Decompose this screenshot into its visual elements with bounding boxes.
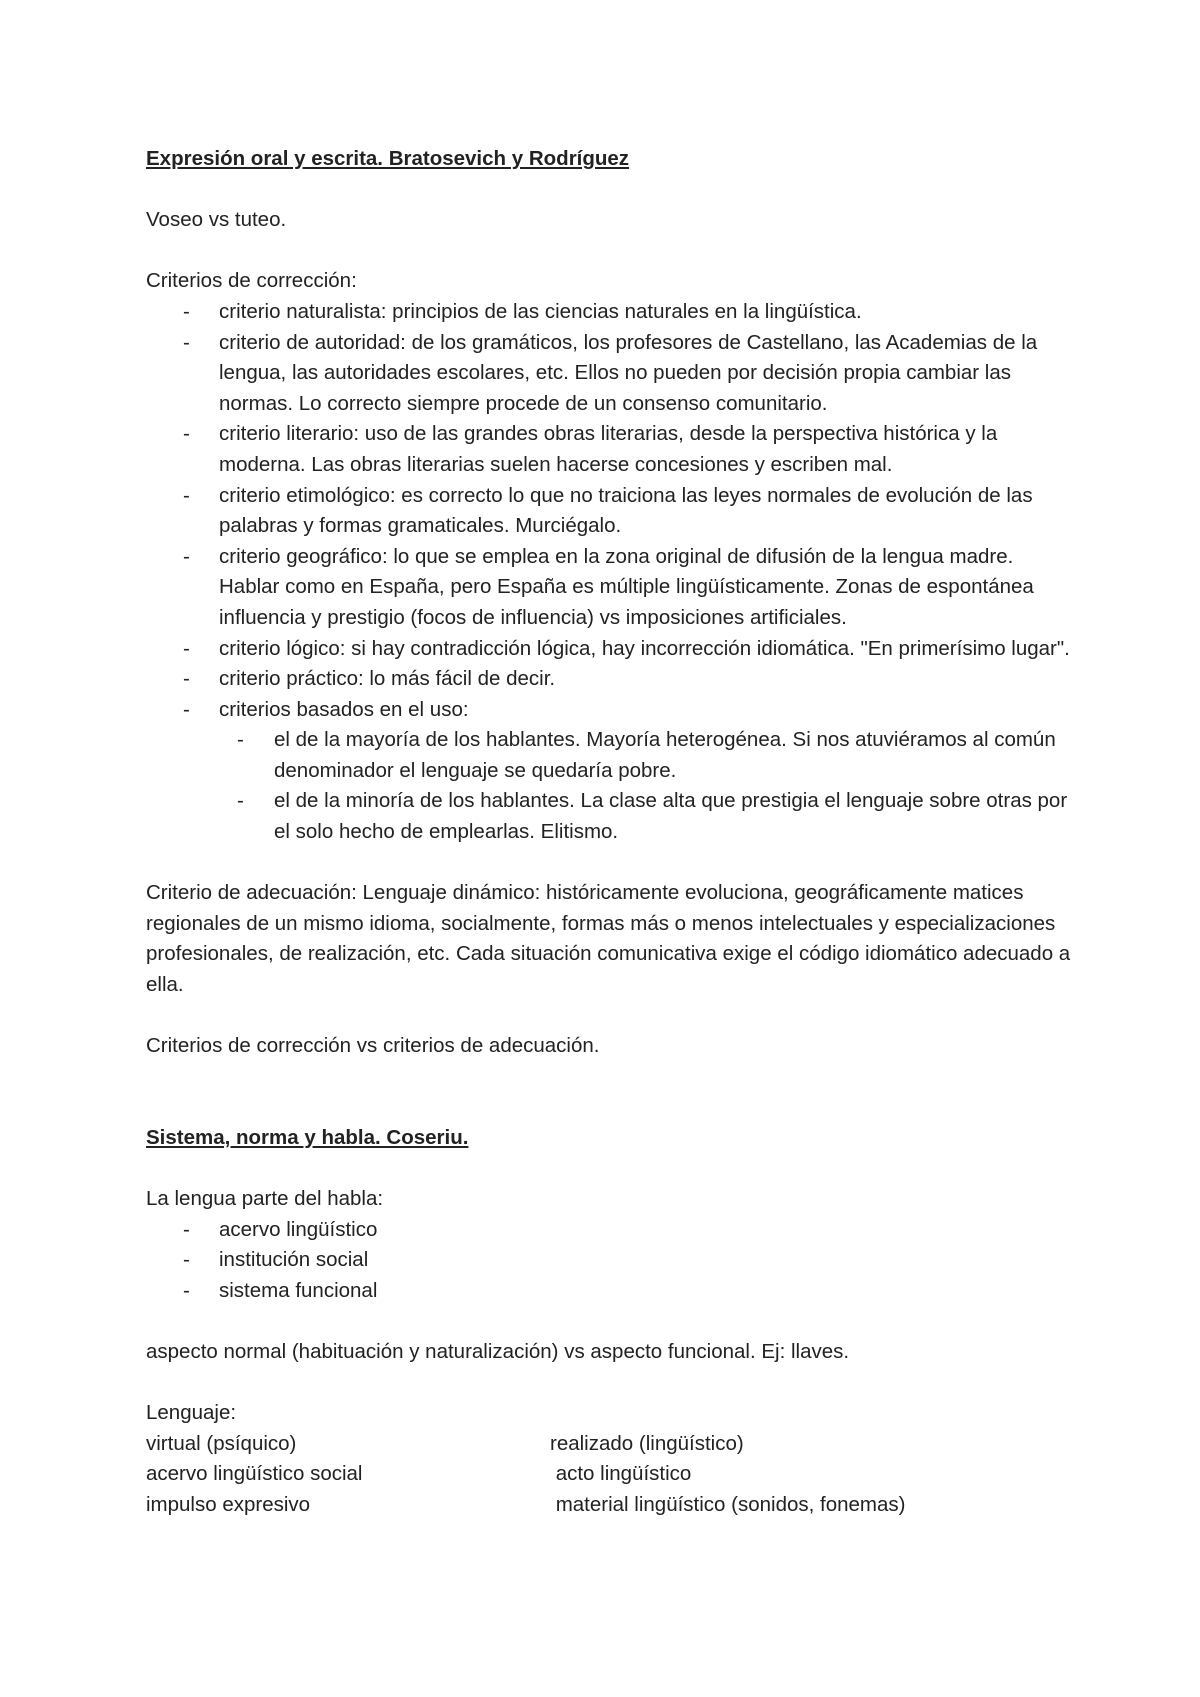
list-item: - criterio práctico: lo más fácil de decir. [146, 664, 1076, 695]
list-item: - institución social [146, 1245, 1076, 1276]
usage-sublist [219, 725, 1076, 847]
pair-right: material lingüístico (sonidos, fonemas) [550, 1492, 906, 1516]
list-item: - criterio literario: uso de las grandes obras literarias, desde la perspectiva histórica y la moderna. Las obras literarias suelen hacerse concesiones y escriben mal. [146, 419, 1076, 480]
voseo-line: Voseo vs tuteo. [146, 208, 287, 232]
aspect-line: aspecto normal (habituación y naturalización) vs aspecto funcional. Ej: llaves. [146, 1339, 850, 1363]
language-pair-row [146, 1490, 1076, 1521]
pair-left: virtual (psíquico) [146, 1431, 297, 1455]
comparison-line: Criterios de corrección vs criterios de adecuación. [146, 1034, 600, 1058]
list-item: - criterio naturalista: principios de las ciencias naturales en la lingüística. [146, 297, 1076, 328]
section-title-sistema: Sistema, norma y habla. Coseriu. [146, 1125, 469, 1149]
section-title-expresion: Expresión oral y escrita. Bratosevich y Rodríguez [146, 147, 630, 170]
pair-right: acto lingüístico [550, 1462, 692, 1486]
adequacy-paragraph: Criterio de adecuación: Lenguaje dinámico: históricamente evoluciona, geográficamente matices regionales de un mismo idioma, socialmente, formas más o menos intelectuales y especializaciones profesionales, de realización, etc. Cada situación comunicativa exige el código idiomático adecuado a ella. [146, 881, 1071, 997]
list-item: - criterio de autoridad: de los gramáticos, los profesores de Castellano, las Academias de la lengua, las autoridades escolares, etc. Ellos no pueden por decisión propia cambiar las normas. Lo correcto siempre procede de un consenso comunitario. [146, 328, 1076, 420]
document-page [146, 144, 1076, 1521]
list-item: - criterio etimológico: es correcto lo que no traiciona las leyes normales de evolución de las palabras y formas gramaticales. Murciégalo. [146, 481, 1076, 542]
language-pair-row [146, 1459, 1076, 1490]
list-item-usage [146, 695, 1076, 848]
pair-left: acervo lingüístico social [146, 1462, 363, 1486]
list-item: - criterio lógico: si hay contradicción lógica, hay incorrección idiomática. "En primerísimo lugar". [146, 634, 1076, 665]
language-pair-row [146, 1429, 1076, 1460]
list-item: - el de la minoría de los hablantes. La clase alta que prestigia el lenguaje sobre otras por el solo hecho de emplearlas. Elitismo. [219, 786, 1076, 847]
pair-left: impulso expresivo [146, 1492, 311, 1516]
intro-line: La lengua parte del habla: [146, 1187, 384, 1210]
list-item: - acervo lingüístico [146, 1215, 1076, 1246]
criteria-heading: Criterios de corrección: [146, 269, 357, 293]
list-item: - el de la mayoría de los hablantes. Mayoría heterogénea. Si nos atuviéramos al común denominador el lenguaje se quedaría pobre. [219, 725, 1076, 786]
pair-right: realizado (lingüístico) [550, 1431, 744, 1455]
usage-label: criterios basados en el uso: [219, 697, 469, 721]
lengua-list [146, 1215, 1076, 1307]
criteria-list [146, 297, 1076, 848]
list-item: - sistema funcional [146, 1276, 1076, 1307]
language-heading: Lenguaje: [146, 1401, 237, 1425]
list-item: - criterio geográfico: lo que se emplea en la zona original de difusión de la lengua madre. Hablar como en España, pero España es múltiple lingüísticamente. Zonas de espontánea influencia y prestigio (focos de influencia) vs imposiciones artificiales. [146, 542, 1076, 634]
